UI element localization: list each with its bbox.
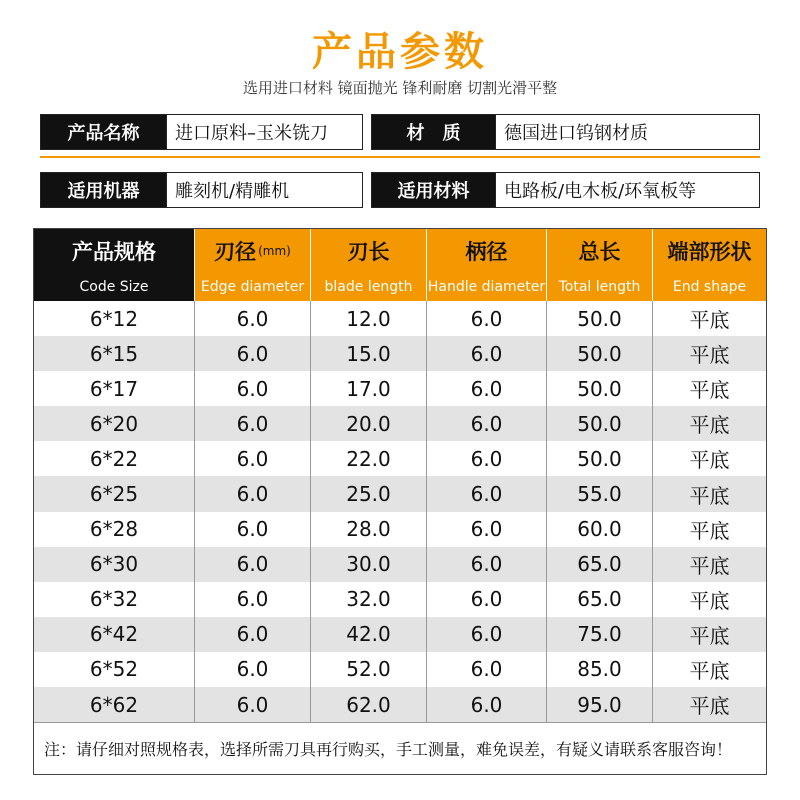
cell-end-shape: 平底 xyxy=(652,441,766,476)
cell-edge-diameter: 6.0 xyxy=(194,687,310,722)
cell-handle-diameter: 6.0 xyxy=(426,652,546,687)
cell-blade-length: 62.0 xyxy=(310,687,426,722)
cell-handle-diameter: 6.0 xyxy=(426,301,546,336)
cell-end-shape: 平底 xyxy=(652,301,766,336)
cell-blade-length: 30.0 xyxy=(310,547,426,582)
cell-blade-length: 15.0 xyxy=(310,336,426,371)
cell-total-length: 95.0 xyxy=(546,687,652,722)
cell-handle-diameter: 6.0 xyxy=(426,617,546,652)
cell-edge-diameter: 6.0 xyxy=(194,652,310,687)
header-code-size: 产品规格 xyxy=(34,229,194,273)
subheader-blade-length: blade length xyxy=(310,273,426,301)
cell-handle-diameter: 6.0 xyxy=(426,687,546,722)
cell-handle-diameter: 6.0 xyxy=(426,512,546,547)
cell-code-size: 6*20 xyxy=(89,411,139,436)
info-machine-value: 雕刻机/精雕机 xyxy=(166,173,362,207)
header-edge-diameter-label: 刃径 xyxy=(214,240,257,264)
table-row xyxy=(34,547,766,582)
cell-end-shape: 平底 xyxy=(652,547,766,582)
cell-end-shape: 平底 xyxy=(652,687,766,722)
table-header-row xyxy=(34,229,766,273)
cell-total-length: 85.0 xyxy=(546,652,652,687)
cell-blade-length: 22.0 xyxy=(310,441,426,476)
info-applicable-material xyxy=(371,172,760,208)
subheader-total-length: Total length xyxy=(546,273,652,301)
info-applicable-material-value: 电路板/电木板/环氧板等 xyxy=(495,173,759,207)
cell-handle-diameter: 6.0 xyxy=(426,547,546,582)
header-end-shape: 端部形状 xyxy=(652,229,766,273)
cell-total-length: 50.0 xyxy=(546,371,652,406)
cell-blade-length: 25.0 xyxy=(310,476,426,511)
cell-total-length: 50.0 xyxy=(546,336,652,371)
divider-line xyxy=(40,156,760,158)
cell-code-size: 6*22 xyxy=(89,446,139,471)
cell-handle-diameter: 6.0 xyxy=(426,336,546,371)
page-title: 产品参数 xyxy=(312,29,488,75)
cell-blade-length: 32.0 xyxy=(310,582,426,617)
cell-blade-length: 12.0 xyxy=(310,301,426,336)
header-handle-diameter: 柄径 xyxy=(426,229,546,273)
info-machine-label: 适用机器 xyxy=(41,173,166,207)
cell-total-length: 65.0 xyxy=(546,582,652,617)
cell-code-size: 6*12 xyxy=(89,306,139,331)
table-row xyxy=(34,441,766,476)
cell-edge-diameter: 6.0 xyxy=(194,441,310,476)
subheader-handle-diameter: Handle diameter xyxy=(426,273,546,301)
header-blade-length: 刃长 xyxy=(310,229,426,273)
info-applicable-material-label: 适用材料 xyxy=(372,173,495,207)
cell-end-shape: 平底 xyxy=(652,371,766,406)
table-row xyxy=(34,301,766,336)
cell-code-size: 6*32 xyxy=(89,587,139,612)
info-material-value: 德国进口钨钢材质 xyxy=(495,115,759,149)
cell-code-size: 6*25 xyxy=(89,482,139,507)
cell-edge-diameter: 6.0 xyxy=(194,476,310,511)
header-total-length: 总长 xyxy=(546,229,652,273)
cell-edge-diameter: 6.0 xyxy=(194,406,310,441)
cell-code-size: 6*17 xyxy=(89,376,139,401)
table-row xyxy=(34,371,766,406)
cell-total-length: 50.0 xyxy=(546,406,652,441)
cell-blade-length: 17.0 xyxy=(310,371,426,406)
cell-total-length: 65.0 xyxy=(546,547,652,582)
table-note: 注：请仔细对照规格表，选择所需刀具再行购买，手工测量，难免误差，有疑义请联系客服咨询！ xyxy=(34,722,766,774)
cell-edge-diameter: 6.0 xyxy=(194,512,310,547)
cell-blade-length: 28.0 xyxy=(310,512,426,547)
cell-edge-diameter: 6.0 xyxy=(194,547,310,582)
table-row xyxy=(34,687,766,722)
cell-code-size: 6*28 xyxy=(89,517,139,542)
subheader-code-size: Code Size xyxy=(34,273,194,301)
info-machine xyxy=(40,172,363,208)
cell-total-length: 75.0 xyxy=(546,617,652,652)
info-product-name-label: 产品名称 xyxy=(41,115,166,149)
cell-code-size: 6*15 xyxy=(89,341,139,366)
cell-code-size: 6*52 xyxy=(89,657,139,682)
header-edge-diameter xyxy=(194,229,310,273)
cell-total-length: 50.0 xyxy=(546,301,652,336)
info-material xyxy=(371,114,760,150)
cell-end-shape: 平底 xyxy=(652,617,766,652)
cell-blade-length: 20.0 xyxy=(310,406,426,441)
cell-handle-diameter: 6.0 xyxy=(426,441,546,476)
cell-edge-diameter: 6.0 xyxy=(194,371,310,406)
cell-edge-diameter: 6.0 xyxy=(194,336,310,371)
table-row xyxy=(34,652,766,687)
cell-handle-diameter: 6.0 xyxy=(426,582,546,617)
cell-end-shape: 平底 xyxy=(652,336,766,371)
cell-handle-diameter: 6.0 xyxy=(426,406,546,441)
info-product-name xyxy=(40,114,363,150)
cell-code-size: 6*30 xyxy=(89,552,139,577)
cell-edge-diameter: 6.0 xyxy=(194,582,310,617)
table-row xyxy=(34,617,766,652)
cell-handle-diameter: 6.0 xyxy=(426,371,546,406)
table-row xyxy=(34,512,766,547)
table-row xyxy=(34,336,766,371)
info-material-label: 材 质 xyxy=(372,115,495,149)
cell-end-shape: 平底 xyxy=(652,476,766,511)
cell-blade-length: 42.0 xyxy=(310,617,426,652)
table-subheader-row xyxy=(34,273,766,301)
cell-total-length: 60.0 xyxy=(546,512,652,547)
cell-handle-diameter: 6.0 xyxy=(426,476,546,511)
cell-end-shape: 平底 xyxy=(652,582,766,617)
cell-code-size: 6*42 xyxy=(89,622,139,647)
info-product-name-value: 进口原料–玉米铣刀 xyxy=(166,115,362,149)
page-subtitle: 选用进口材料 镜面抛光 锋利耐磨 切割光滑平整 xyxy=(242,79,558,97)
subheader-end-shape: End shape xyxy=(652,273,766,301)
table-row xyxy=(34,406,766,441)
table-row xyxy=(34,476,766,511)
cell-blade-length: 52.0 xyxy=(310,652,426,687)
cell-end-shape: 平底 xyxy=(652,652,766,687)
spec-table xyxy=(33,228,767,775)
header-edge-diameter-unit: (mm) xyxy=(258,244,291,258)
cell-code-size: 6*62 xyxy=(89,692,139,717)
cell-edge-diameter: 6.0 xyxy=(194,301,310,336)
cell-edge-diameter: 6.0 xyxy=(194,617,310,652)
cell-total-length: 50.0 xyxy=(546,441,652,476)
cell-total-length: 55.0 xyxy=(546,476,652,511)
cell-end-shape: 平底 xyxy=(652,406,766,441)
cell-end-shape: 平底 xyxy=(652,512,766,547)
subheader-edge-diameter: Edge diameter xyxy=(194,273,310,301)
table-row xyxy=(34,582,766,617)
